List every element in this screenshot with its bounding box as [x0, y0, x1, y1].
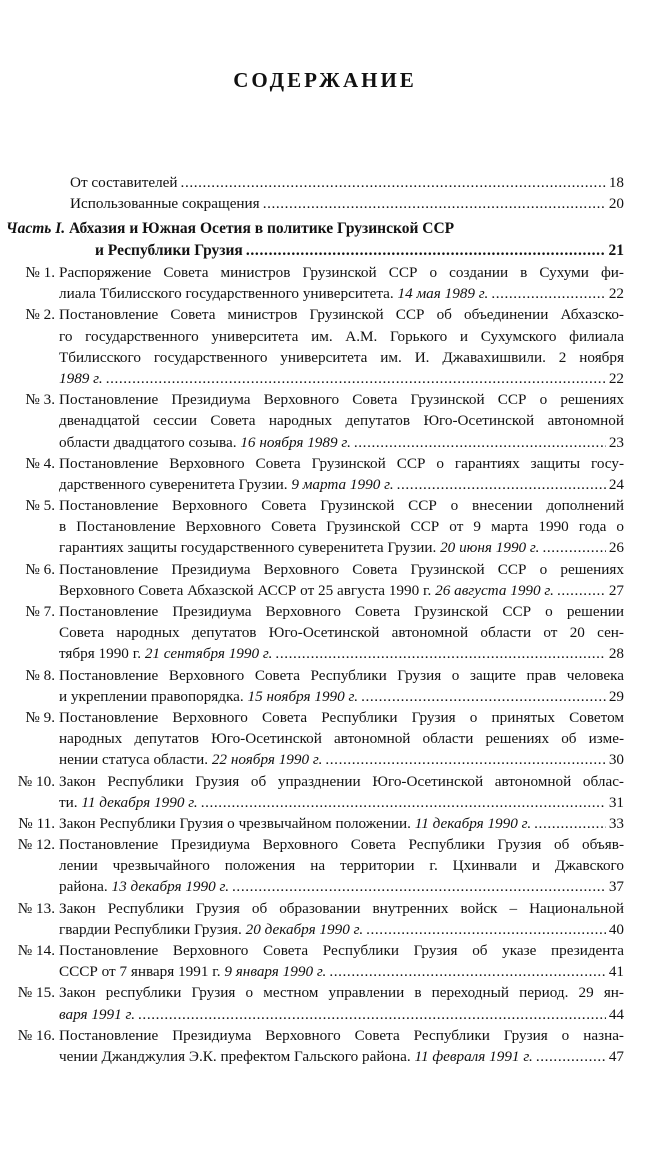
toc-item[interactable] — [0, 982, 624, 1024]
item-text-line: в Постановление Верховного Совета Грузинской ССР от 9 марта 1990 года о — [59, 518, 624, 536]
item-date: 11 декабря 1990 г. — [414, 814, 532, 832]
item-text: ти. — [59, 793, 78, 811]
item-text-line: Постановление Верховного Совета Грузинской ССР о гарантиях защиты госу- — [59, 454, 624, 472]
item-date: 20 декабря 1990 г. — [245, 920, 364, 938]
page-number: 37 — [608, 878, 624, 896]
item-date: 21 сентября 1990 г. — [144, 645, 273, 663]
toc-item[interactable] — [0, 453, 624, 495]
item-last-line — [59, 368, 624, 389]
item-number: № 2. — [25, 306, 55, 324]
leader-dots — [181, 172, 606, 193]
page-number: 24 — [608, 475, 624, 493]
item-text: гвардии Республики Грузия. — [59, 920, 242, 938]
toc-item[interactable] — [0, 940, 624, 982]
item-text: СССР от 7 января 1991 г. — [59, 963, 221, 981]
item-text-line: Постановление Верховного Совета Республики Грузия об указе президента — [59, 942, 624, 959]
toc-item[interactable] — [0, 601, 624, 665]
leader-dots — [361, 686, 606, 707]
page-number: 26 — [608, 539, 624, 557]
front-matter — [70, 172, 624, 214]
page-number: 20 — [608, 195, 624, 213]
item-number: № 12. — [17, 836, 55, 854]
item-last-line — [59, 813, 624, 834]
toc-item[interactable] — [0, 898, 624, 940]
leader-dots — [263, 193, 606, 214]
leader-dots — [325, 749, 605, 770]
item-number: № 8. — [25, 666, 55, 684]
page-number: 29 — [608, 687, 624, 705]
item-text-line: Постановление Верховного Совета Республики Грузия о защите прав человека — [59, 666, 624, 684]
item-text: Закон Республики Грузия о чрезвычайном положении. — [59, 814, 411, 832]
item-number: № 5. — [25, 497, 55, 515]
part-title-line-1: Абхазия и Южная Осетия в политике Грузинской ССР — [69, 220, 455, 237]
item-text-line: Тбилисского государственного университета им. И. Джавахишвили. 2 ноября — [59, 348, 624, 366]
leader-dots — [557, 580, 606, 601]
leader-dots — [232, 876, 606, 897]
item-text: гарантиях защиты государственного суверенитета Грузии. — [59, 539, 437, 557]
leader-dots — [201, 792, 606, 813]
page-number: 23 — [608, 433, 624, 451]
item-number: № 9. — [25, 708, 55, 726]
item-text-line: Постановление Президиума Верховного Совета Грузинской ССР о решениях — [59, 560, 624, 578]
item-date: 16 ноября 1989 г. — [240, 433, 351, 451]
item-last-line — [59, 537, 624, 558]
item-number: № 3. — [25, 391, 55, 409]
page-number: 40 — [608, 920, 624, 938]
item-last-line — [59, 474, 624, 495]
item-last-line — [59, 1046, 624, 1067]
toc-item[interactable] — [0, 813, 624, 834]
toc-item[interactable] — [0, 1025, 624, 1067]
item-number: № 4. — [25, 454, 55, 472]
toc-item[interactable] — [0, 495, 624, 559]
item-date: 26 августа 1990 г. — [435, 581, 554, 599]
item-date: варя 1991 г. — [59, 1005, 136, 1023]
item-text: области двадцатого созыва. — [59, 433, 237, 451]
item-last-line — [59, 749, 624, 770]
item-last-line — [59, 686, 624, 707]
item-text: тября 1990 г. — [59, 645, 142, 663]
item-last-line — [59, 919, 624, 940]
page-number: 31 — [608, 793, 624, 811]
item-text: лиала Тбилисского государственного университета. — [59, 285, 394, 303]
toc-entry[interactable] — [70, 193, 624, 214]
item-text: чении Джанджулия Э.К. префектом Гальского района. — [59, 1047, 411, 1065]
item-text-line: Постановление Президиума Верховного Совета Грузинской ССР о решении — [59, 603, 624, 620]
leader-dots — [534, 813, 606, 834]
leader-dots — [246, 240, 606, 262]
item-date: 11 декабря 1990 г. — [81, 793, 198, 811]
item-date: 15 ноября 1990 г. — [247, 687, 359, 705]
leader-dots — [542, 537, 605, 558]
item-text-line: народных депутатов Юго-Осетинской автономной области решениях об изме- — [59, 730, 624, 748]
item-text: нении статуса области. — [59, 751, 209, 769]
item-last-line — [59, 792, 624, 813]
page-title: СОДЕРЖАНИЕ — [233, 68, 417, 92]
item-text-line: Постановление Верховного Совета Республики Грузия о принятых Советом — [59, 708, 624, 726]
item-text-line: Постановление Президиума Верховного Совета Грузинской ССР о решениях — [59, 391, 624, 409]
leader-dots — [138, 1004, 606, 1025]
item-number: № 7. — [25, 603, 55, 620]
leader-dots — [536, 1046, 606, 1067]
toc-item[interactable] — [0, 665, 624, 707]
item-number: № 11. — [18, 814, 55, 832]
toc-item[interactable] — [0, 707, 624, 771]
entry-title: От составителей — [70, 174, 178, 191]
leader-dots — [354, 432, 606, 453]
toc-item[interactable] — [0, 304, 624, 389]
toc-entry[interactable] — [70, 172, 624, 193]
leader-dots — [106, 368, 606, 389]
toc-item[interactable] — [0, 262, 624, 304]
item-text: Верховного Совета Абхазской АССР от 25 августа 1990 г. — [59, 581, 432, 599]
page-number: 18 — [608, 174, 624, 191]
page-number: 41 — [608, 963, 624, 981]
item-number: № 14. — [17, 942, 55, 959]
item-last-line — [59, 961, 624, 982]
item-date: 11 февраля 1991 г. — [414, 1047, 533, 1065]
item-last-line — [59, 1004, 624, 1025]
item-number: № 6. — [25, 560, 55, 578]
page-number: 22 — [608, 369, 624, 387]
item-number: № 10. — [17, 772, 55, 790]
item-text-line: Постановление Президиума Верховного Совета Республики Грузия об объяв- — [59, 836, 624, 854]
item-date: 13 декабря 1990 г. — [111, 878, 230, 896]
item-text-line: Закон Республики Грузия об упразднении Юго-Осетинской автономной облас- — [59, 772, 624, 790]
page-number: 27 — [608, 581, 624, 599]
part-label: Часть I. — [6, 220, 66, 237]
page-number: 28 — [608, 645, 624, 663]
item-text-line: Постановление Верховного Совета Грузинской ССР о внесении дополнений — [59, 497, 624, 515]
item-last-line — [59, 432, 624, 453]
item-text-line: Совета народных депутатов Юго-Осетинской автономной области от 20 сен- — [59, 624, 624, 642]
toc-items — [0, 262, 624, 1067]
item-text: дарственного суверенитета Грузии. — [59, 475, 288, 493]
leader-dots — [329, 961, 605, 982]
item-date: 9 января 1990 г. — [224, 963, 327, 981]
item-date: 1989 г. — [59, 369, 103, 387]
page-number: 44 — [608, 1005, 624, 1023]
item-text-line: Закон Республики Грузия об образовании внутренних войск – Национальной — [59, 899, 624, 917]
toc-item[interactable] — [0, 771, 624, 813]
item-text: района. — [59, 878, 108, 896]
item-last-line — [59, 876, 624, 897]
item-last-line — [59, 580, 624, 601]
part-heading[interactable] — [6, 218, 624, 261]
item-date: 22 ноября 1990 г. — [211, 751, 323, 769]
page-number: 33 — [608, 814, 624, 832]
leader-dots — [275, 643, 605, 664]
item-date: 9 марта 1990 г. — [291, 475, 394, 493]
item-number: № 16. — [17, 1026, 55, 1044]
page-number: 21 — [608, 241, 624, 259]
toc-item[interactable] — [0, 559, 624, 601]
toc-item[interactable] — [0, 834, 624, 898]
item-text-line: Закон республики Грузия о местном управлении в переходный период. 29 ян- — [59, 984, 624, 1002]
item-number: № 15. — [17, 984, 55, 1002]
item-text-line: лении чрезвычайного положения на территории г. Цхинвали и Джавского — [59, 857, 624, 875]
item-text-line: Постановление Совета министров Грузинской ССР об объединении Абхазско- — [59, 306, 624, 324]
item-number: № 13. — [17, 899, 55, 917]
item-text-line: Распоряжение Совета министров Грузинской ССР о создании в Сухуми фи- — [59, 264, 624, 281]
page-number: 30 — [608, 751, 624, 769]
item-date: 20 июня 1990 г. — [440, 539, 540, 557]
leader-dots — [397, 474, 606, 495]
part-title-line-2: и Республики Грузия — [95, 241, 243, 259]
toc-item[interactable] — [0, 389, 624, 453]
item-date: 14 мая 1989 г. — [397, 285, 489, 303]
item-text-line: Постановление Президиума Верховного Совета Республики Грузия о назна- — [59, 1026, 624, 1044]
leader-dots — [366, 919, 606, 940]
item-number: № 1. — [25, 264, 55, 281]
page-number: 47 — [608, 1047, 624, 1065]
item-last-line — [59, 643, 624, 664]
leader-dots — [491, 283, 606, 304]
page-number: 22 — [608, 285, 624, 303]
item-last-line — [59, 283, 624, 304]
item-text-line: двенадцатой сессии Совета народных депутатов Юго-Осетинской автономной — [59, 412, 624, 430]
entry-title: Использованные сокращения — [70, 195, 260, 213]
item-text: и укреплении правопорядка. — [59, 687, 244, 705]
item-text-line: го государственного университета им. А.М. Горького и Сухумского филиала — [59, 327, 624, 345]
